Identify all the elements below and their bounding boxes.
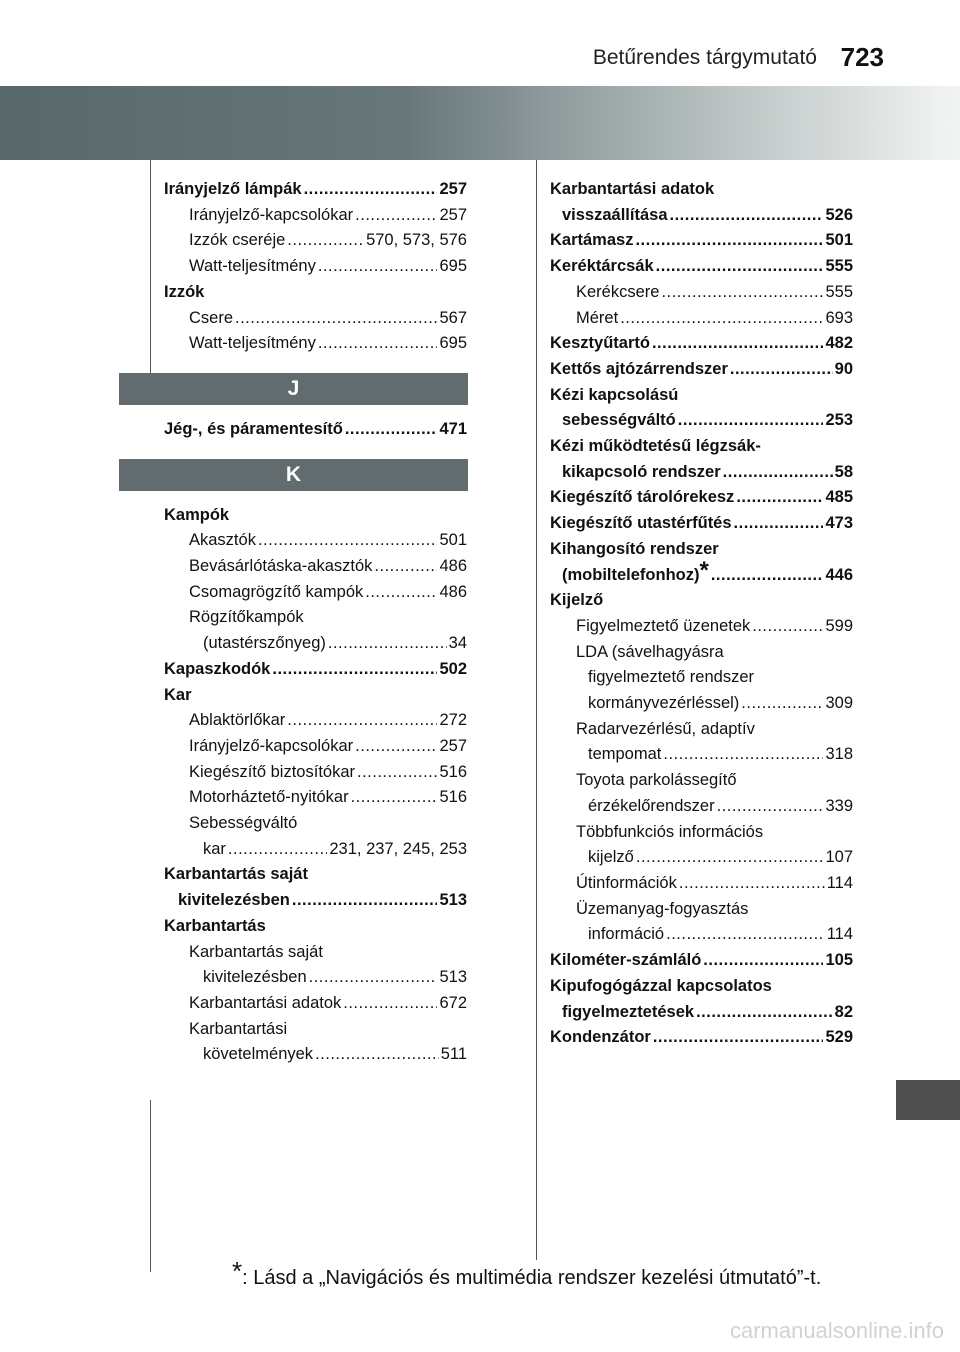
dot-leader [304,177,438,203]
entry-term: Watt-teljesítmény [189,257,316,276]
column-divider-left-top [150,160,151,383]
index-block [550,177,853,1051]
dot-leader [318,331,438,357]
entry-term: Karbantartási adatok [189,993,342,1012]
footnote [232,1256,822,1291]
index-block [164,177,467,357]
index-entry [550,820,853,846]
entry-term: Karbantartási [189,1019,288,1038]
dot-leader [235,306,437,332]
entry-term: Kézi működtetésű légzsák- [550,437,761,456]
entry-page-number: 529 [825,1028,853,1047]
index-entry [550,203,853,229]
index-entry [164,228,467,254]
entry-page-number: 570, 573, 576 [366,231,467,250]
entry-term: Kihangosító rendszer [550,539,719,558]
entry-term: Kerékcsere [576,282,660,301]
entry-page-number: 107 [825,848,853,867]
dot-leader [652,331,824,357]
dot-leader [636,845,824,871]
entry-term: sebességváltó [562,411,676,430]
index-entry [164,528,467,554]
index-entry [164,734,467,760]
index-entry [164,417,467,443]
entry-term: Karbantartás saját [164,865,308,884]
entry-term: kivitelezésben [178,891,290,910]
dot-leader [679,871,825,897]
dot-leader [258,528,438,554]
index-entry [164,914,467,940]
entry-page-number: 695 [439,334,467,353]
entry-term: Kézi kapcsolású [550,385,679,404]
dot-leader [355,203,437,229]
index-entry [550,614,853,640]
dot-leader [635,228,823,254]
index-entry [550,383,853,409]
dot-leader [736,485,823,511]
dot-leader [374,554,437,580]
entry-term: érzékelőrendszer [588,796,715,815]
index-entry [550,254,853,280]
dot-leader [287,708,437,734]
entry-page-number: 555 [825,282,853,301]
index-entry [164,965,467,991]
dot-leader [287,228,364,254]
dot-leader [351,785,438,811]
entry-term: visszaállítása [562,205,668,224]
entry-term: Kettős ajtózárrendszer [550,359,728,378]
index-entry [550,742,853,768]
entry-term: Irányjelző lámpák [164,180,302,198]
entry-term: követelmények [203,1045,314,1064]
entry-term: Sebességváltó [189,814,298,833]
dot-leader [670,203,824,229]
dot-leader [355,734,437,760]
entry-page-number: 272 [439,711,467,730]
entry-term: Kipufogógázzal kapcsolatos [550,976,772,995]
dot-leader [696,1000,833,1026]
entry-term: Üzemanyag-fogyasztás [576,899,749,918]
index-entry [164,280,467,306]
entry-page-number: 471 [439,419,467,438]
entry-page-number: 513 [439,968,467,987]
dot-leader [328,631,447,657]
entry-term: Kapaszkodók [164,659,271,678]
entry-page-number: 257 [439,180,467,198]
index-column-right [550,177,853,1051]
entry-term: Akasztók [189,531,256,550]
dot-leader [357,760,437,786]
dot-leader [661,280,823,306]
entry-page-number: 485 [825,488,853,507]
entry-page-number: 555 [825,257,853,276]
dot-leader [666,922,825,948]
entry-term: Izzók [164,282,205,301]
dot-leader [741,691,823,717]
index-block [164,503,467,1068]
footnote-text: : Lásd a „Navigációs és multimédia rendszer kezelési útmutató”-t. [242,1267,822,1289]
entry-term: Keréktárcsák [550,257,654,276]
entry-page-number: 90 [834,359,853,378]
index-entry [550,768,853,794]
entry-term: Kilométer-számláló [550,951,702,970]
entry-term: Útinformációk [576,873,677,892]
index-entry: (mobiltelefonhoz) * ..... 446 [550,563,853,589]
entry-page-number: 516 [439,762,467,781]
index-entry [550,434,853,460]
dot-leader [309,965,438,991]
index-entry [164,331,467,357]
entry-term: Ablaktörlőkar [189,711,286,730]
entry-page-number: 501 [439,531,467,550]
entry-term: Kiegészítő tárolórekesz [550,488,735,507]
entry-term: Csere [189,308,234,327]
entry-term: kar [203,839,226,858]
index-entry [550,974,853,1000]
entry-page-number: 511 [440,1045,467,1064]
entry-term: Karbantartás [164,916,266,935]
entry-term: Kijelző [550,591,604,610]
entry-term: Többfunkciós információs [576,822,764,841]
index-entry [550,280,853,306]
index-entry [550,228,853,254]
index-entry [550,640,853,666]
entry-page-number: 672 [439,993,467,1012]
chapter-edge-tab [896,1080,960,1120]
index-entry [550,922,853,948]
index-entry [164,177,467,203]
entry-page-number: 318 [825,745,853,764]
index-entry [164,554,467,580]
index-entry [550,511,853,537]
entry-term: Watt-teljesítmény [189,334,316,353]
entry-term: Kondenzátor [550,1028,651,1047]
index-entry [550,1025,853,1051]
index-column-left [164,177,467,1068]
entry-term: (mobiltelefonhoz) [562,565,700,584]
dot-leader [365,580,437,606]
header-banner [0,86,960,160]
index-entry [164,991,467,1017]
index-entry [164,503,467,529]
dot-leader [292,888,438,914]
entry-term: Figyelmeztető üzenetek [576,616,751,635]
entry-term: LDA (sávelhagyásra [576,642,724,661]
index-entry [164,1042,467,1068]
header-title: Betűrendes tárgymutató [592,46,817,69]
entry-term: Kampók [164,505,230,524]
entry-page-number: 526 [825,205,853,224]
dot-leader [272,657,437,683]
entry-page-number: 567 [439,308,467,327]
entry-page-number: 309 [825,694,853,713]
dot-leader [663,742,823,768]
entry-page-number: 257 [439,205,467,224]
entry-page-number: 693 [825,308,853,327]
entry-page-number: 486 [439,557,467,576]
entry-term: kivitelezésben [203,968,307,987]
entry-page-number: 34 [448,634,467,653]
entry-term: kormányvezérléssel) [588,694,740,713]
entry-page-number: 473 [825,514,853,533]
index-entry [164,254,467,280]
entry-page-number: 253 [825,411,853,430]
index-entry [550,691,853,717]
index-entry [550,948,853,974]
index-entry [164,683,467,709]
index-entry [550,588,853,614]
dot-leader [717,794,824,820]
section-header-k: K [119,459,468,491]
entry-page-number: 516 [439,788,467,807]
index-entry [550,845,853,871]
entry-page-number: 482 [825,334,853,353]
index-entry [164,631,467,657]
entry-page-number: 599 [825,616,853,635]
index-entry [550,485,853,511]
entry-page-number: 114 [826,925,853,944]
entry-term: Rögzítőkampók [189,608,304,627]
index-block [164,417,467,443]
index-entry [550,357,853,383]
entry-term: Kiegészítő biztosítókar [189,762,355,781]
entry-term: Kiegészítő utastérfűtés [550,514,732,533]
index-entry [164,708,467,734]
dot-leader [653,1025,824,1051]
index-entry [164,811,467,837]
entry-term: információ [588,925,665,944]
entry-page-number: 339 [825,796,853,815]
page-number: 723 [840,42,884,72]
entry-term: Irányjelző-kapcsolókar [189,736,354,755]
entry-page-number: 105 [825,951,853,970]
entry-term: Kartámasz [550,231,634,250]
index-entry [164,580,467,606]
section-header-j: J [119,373,468,405]
entry-term: kikapcsoló rendszer [562,462,721,481]
entry-page-number: 513 [439,891,467,910]
entry-term: Jég-, és páramentesítő [164,419,343,438]
index-entry [550,408,853,434]
index-entry [550,331,853,357]
entry-term: Karbantartás saját [189,942,323,961]
dot-leader [318,254,438,280]
dot-leader [345,417,438,443]
index-entry [550,306,853,332]
dot-leader [228,837,327,863]
dot-leader [703,948,823,974]
column-divider-middle [536,160,537,1260]
entry-page-number: 231, 237, 245, 253 [329,839,467,858]
index-entry [550,794,853,820]
index-entry [164,657,467,683]
index-entry [164,306,467,332]
entry-term: figyelmeztetések [562,1002,695,1021]
entry-page-number: 486 [439,582,467,601]
index-entry [550,665,853,691]
entry-term: (utastérszőnyeg) [203,634,326,653]
index-entry [164,203,467,229]
index-entry [550,177,853,203]
entry-term: Motorháztető-nyitókar [189,788,349,807]
index-entry [164,785,467,811]
index-entry [550,717,853,743]
watermark: carmanualsonline.info [729,1318,944,1343]
entry-term: Kesztyűtartó [550,334,650,353]
entry-term: Méret [576,308,619,327]
entry-page-number: 501 [825,231,853,250]
entry-term: Karbantartási adatok [550,180,715,198]
dot-leader [711,563,824,589]
entry-page-number: 82 [834,1002,853,1021]
footnote-marker: * [232,1256,243,1286]
entry-term: figyelmeztető rendszer [588,668,754,687]
index-entry [164,888,467,914]
index-entry [550,1000,853,1026]
dot-leader [315,1042,439,1068]
index-entry [164,760,467,786]
dot-leader [678,408,824,434]
index-entry [164,940,467,966]
entry-term: kijelző [588,848,634,867]
dot-leader [752,614,823,640]
index-entry [164,837,467,863]
index-entry [550,871,853,897]
dot-leader [656,254,824,280]
entry-term: Bevásárlótáska-akasztók [189,557,373,576]
index-entry [550,897,853,923]
entry-page-number: 58 [834,462,853,481]
dot-leader [343,991,437,1017]
index-entry [550,460,853,486]
entry-term: tempomat [588,745,662,764]
entry-page-number: 446 [825,565,853,584]
entry-term: Izzók cseréje [189,231,286,250]
column-divider-left-bottom [150,1100,151,1272]
dot-leader [734,511,824,537]
entry-page-number: 502 [439,659,467,678]
entry-page-number: 695 [439,257,467,276]
entry-term: Toyota parkolássegítő [576,771,737,790]
dot-leader [620,306,823,332]
dot-leader [723,460,833,486]
entry-page-number: 114 [826,873,853,892]
entry-page-number: 257 [439,736,467,755]
index-entry [164,1017,467,1043]
index-entry [164,605,467,631]
index-entry [164,862,467,888]
entry-term: Kar [164,685,192,704]
dot-leader [730,357,833,383]
entry-term: Irányjelző-kapcsolókar [189,205,354,224]
entry-term: Csomagrögzítő kampók [189,582,364,601]
entry-term: Radarvezérlésű, adaptív [576,719,755,738]
